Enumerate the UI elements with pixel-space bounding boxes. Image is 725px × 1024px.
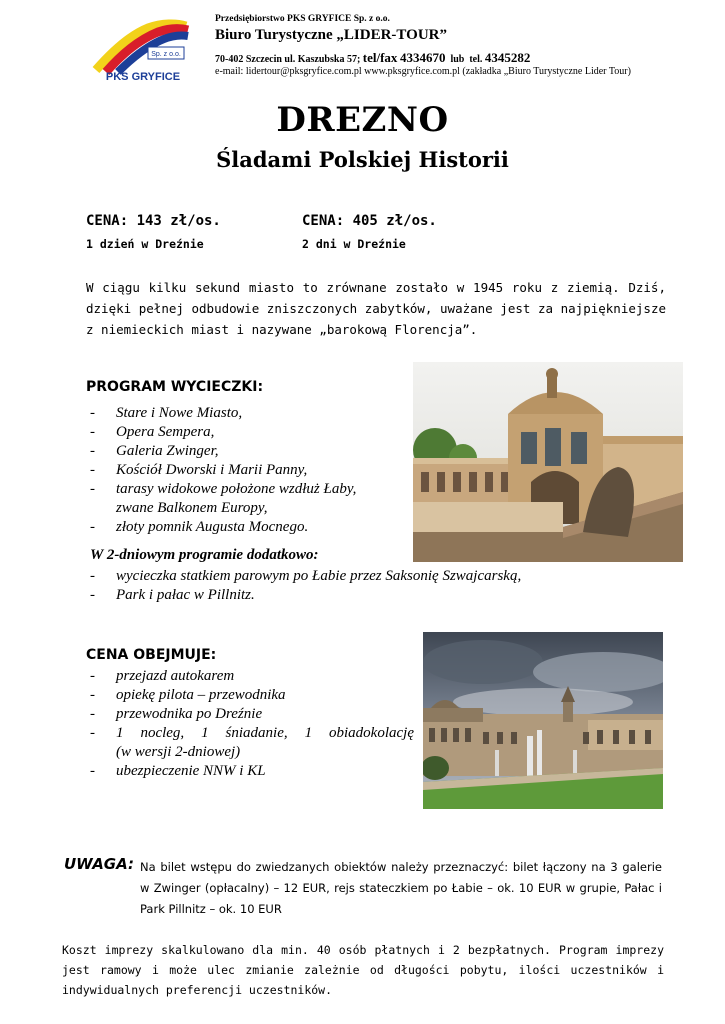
intro-paragraph: W ciągu kilku sekund miasto to zrównane zostało w 1945 roku z ziemią. Dziś, dzięki pełnej odbudowie zniszczonych zabytków, uważane jest za najpiękniejsze z niemieckich miast i nazywane „barokową Florencja”. [86, 280, 666, 337]
phone2: 4345282 [484, 50, 531, 65]
duration-2-days: 2 dni w Dreźnie [302, 237, 406, 251]
list-item: (w wersji 2-dniowej) [116, 744, 241, 760]
zwinger-courtyard-photo [423, 632, 663, 809]
notice-text: Na bilet wstępu do zwiedzanych obiektów należy przeznaczyć: bilet łączony na 3 galerie w Zwinger (opłacalny) – 12 EUR, rejs stateczkiem po Łabie – ok. 10 EUR w grupie, Pałac i Park Pillnitz – ok. 10 EUR [140, 860, 662, 916]
list-item: - ubezpieczenie NNW i KL [88, 762, 414, 781]
page-subtitle: Śladami Polskiej Historii [216, 147, 509, 172]
list-item: - wycieczka statkiem parowym po Łabie przez Saksonię Szwajcarską, [88, 567, 648, 586]
list-item: - tarasy widokowe położone wzdłuż Łaby, [88, 480, 406, 499]
list-item: - Park i pałac w Pillnitz. [88, 586, 648, 605]
program-extra-list [88, 567, 648, 605]
logo-text: PKS GRYFICE [105, 71, 181, 83]
phone2-label: tel. [469, 54, 483, 65]
logo-badge: Sp. z o.o. [151, 51, 181, 58]
duration-1-day: 1 dzień w Dreźnie [86, 237, 204, 251]
list-item: - 1 nocleg, 1 śniadanie, 1 obiadokolację [88, 724, 414, 743]
program-extra-title: W 2-dniowym programie dodatkowo: [90, 547, 319, 563]
phone-label: tel/fax [362, 50, 398, 65]
price-2-days: CENA: 405 zł/os. [302, 213, 437, 229]
agency-name: Biuro Turystyczne „LIDER-TOUR” [215, 27, 447, 43]
list-item: - Stare i Nowe Miasto, [88, 404, 406, 423]
email-line: e-mail: lidertour@pksgryfice.com.pl www.pksgryfice.com.pl (zakładka „Biuro Turystyczne Lider Tour) [215, 66, 631, 77]
includes-list [88, 667, 414, 781]
list-item: - przejazd autokarem [88, 667, 414, 686]
zwinger-photo [413, 362, 683, 562]
program-list [88, 404, 406, 537]
includes-title: CENA OBEJMUJE: [86, 647, 217, 663]
phone: 4334670 [399, 50, 446, 65]
page-title: DREZNO [276, 100, 449, 140]
list-item: - opiekę pilota – przewodnika [88, 686, 414, 705]
list-item: zwane Balkonem Europy, [116, 500, 268, 516]
list-item: - przewodnika po Dreźnie [88, 705, 414, 724]
notice-label: UWAGA: [64, 855, 134, 873]
list-item: - Kościół Dworski i Marii Panny, [88, 461, 406, 480]
list-item: - złoty pomnik Augusta Mocnego. [88, 518, 406, 537]
address: 70-402 Szczecin ul. Kaszubska 57; [215, 54, 361, 65]
pks-gryfice-logo [88, 14, 198, 84]
list-item: - Galeria Zwinger, [88, 442, 406, 461]
address-line [215, 50, 530, 66]
phone-separator: lub [450, 54, 465, 65]
list-item: - Opera Sempera, [88, 423, 406, 442]
price-1-day: CENA: 143 zł/os. [86, 213, 221, 229]
program-title: PROGRAM WYCIECZKI: [86, 379, 264, 395]
company-name: Przedsiębiorstwo PKS GRYFICE Sp. z o.o. [215, 14, 390, 24]
footer-paragraph: Koszt imprezy skalkulowano dla min. 40 osób płatnych i 2 bezpłatnych. Program imprezy jest ramowy i może ulec zmianie zależnie od długości pobytu, ilości uczestników i indywidualnych preferencji uczestników. [62, 943, 664, 997]
